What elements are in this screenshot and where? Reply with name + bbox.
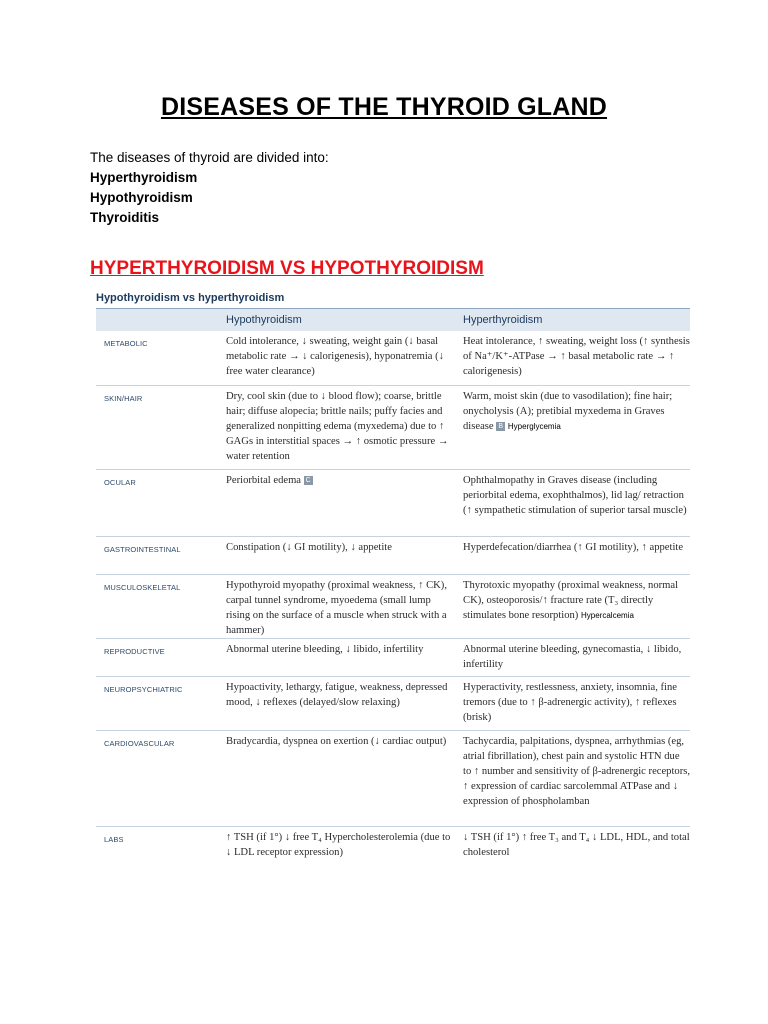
row-category: NEUROPSYCHIATRIC bbox=[104, 685, 183, 694]
intro-block bbox=[90, 148, 329, 228]
intro-lead: The diseases of thyroid are divided into: bbox=[90, 150, 329, 165]
table-row bbox=[96, 731, 690, 827]
header-hypothyroidism: Hypothyroidism bbox=[226, 314, 302, 326]
table-row bbox=[96, 575, 690, 639]
hyper-cell: Tachycardia, palpitations, dyspnea, arrhythmias (eg, atrial fibrillation), chest pain and systolic HTN due to ↑ number and sensitivity of β-adrenergic receptors, ↑ expression of cardiac sarcolemmal ATPase and ↓ expression of phospholamban bbox=[463, 736, 691, 807]
hyper-text: Thyrotoxic myopathy (proximal weakness, normal CK), osteoporosis/↑ fracture rate (T₃ directly stimulates bone resorption) bbox=[463, 580, 679, 621]
table-row bbox=[96, 386, 690, 470]
hyper-cell: Hyperactivity, restlessness, anxiety, insomnia, fine tremors (due to ↑ β-adrenergic activity), ↑ reflexes (brisk) bbox=[463, 682, 677, 723]
hyper-cell: Abnormal uterine bleeding, gynecomastia, ↓ libido, infertility bbox=[463, 644, 682, 670]
hyper-cell: Hyperdefecation/diarrhea (↑ GI motility), ↑ appetite bbox=[463, 542, 684, 553]
header-hyperthyroidism: Hyperthyroidism bbox=[463, 314, 543, 326]
hypo-cell: Dry, cool skin (due to ↓ blood flow); coarse, brittle hair; diffuse alopecia; brittle nails; puffy facies and generalized nonpitting edema (myxedema) due to ↑ GAGs in interstitial spaces → ↑ osmotic pressure → water retention bbox=[226, 391, 449, 462]
comparison-table bbox=[96, 309, 690, 897]
row-category: MUSCULOSKELETAL bbox=[104, 583, 181, 592]
hypercalcemia-note: Hypercalcemia bbox=[581, 611, 634, 620]
hypo-cell: Bradycardia, dyspnea on exertion (↓ cardiac output) bbox=[226, 736, 447, 747]
table-row bbox=[96, 470, 690, 537]
page-title: DISEASES OF THE THYROID GLAND bbox=[160, 93, 608, 121]
figure-c-badge: C bbox=[305, 477, 311, 485]
hyper-cell: Ophthalmopathy in Graves disease (including periorbital edema, exophthalmos), lid lag/ retraction (↑ sympathetic stimulation of superior tarsal muscle) bbox=[463, 475, 687, 516]
row-category: CARDIOVASCULAR bbox=[104, 739, 175, 748]
hypo-cell: Abnormal uterine bleeding, ↓ libido, infertility bbox=[226, 644, 424, 655]
row-category: OCULAR bbox=[104, 478, 136, 487]
hypo-cell: Hypothyroid myopathy (proximal weakness, ↑ CK), carpal tunnel syndrome, myoedema (small lump rising on the surface of a muscle when struck with a hammer) bbox=[226, 580, 447, 636]
hyper-cell: ↓ TSH (if 1°) ↑ free T₃ and T₄ ↓ LDL, HDL, and total cholesterol bbox=[463, 832, 690, 858]
hyper-text: Warm, moist skin (due to vasodilation); fine hair; onycholysis (A); pretibial myxedema in Graves disease bbox=[463, 391, 673, 432]
table-row bbox=[96, 827, 690, 897]
hypo-cell: Hypoactivity, lethargy, fatigue, weakness, depressed mood, ↓ reflexes (delayed/slow relaxing) bbox=[226, 682, 448, 708]
disease-item-hyperthyroidism: Hyperthyroidism bbox=[90, 170, 198, 185]
row-category: GASTROINTESTINAL bbox=[104, 545, 181, 554]
hyper-cell bbox=[457, 578, 690, 623]
hyper-cell bbox=[457, 389, 690, 434]
table-row bbox=[96, 639, 690, 677]
table-row bbox=[96, 537, 690, 575]
row-category: SKIN/HAIR bbox=[104, 394, 143, 403]
hypo-cell bbox=[224, 473, 457, 488]
disease-item-hypothyroidism: Hypothyroidism bbox=[90, 190, 193, 205]
hypo-cell: Cold intolerance, ↓ sweating, weight gain (↓ basal metabolic rate → ↓ calorigenesis), hyponatremia (↓ free water clearance) bbox=[226, 336, 444, 377]
disease-item-thyroiditis: Thyroiditis bbox=[90, 210, 160, 225]
table-row bbox=[96, 677, 690, 731]
figure-b-badge: B bbox=[496, 422, 505, 431]
table-title: Hypothyroidism vs hyperthyroidism bbox=[96, 292, 285, 304]
section-heading: HYPERTHYROIDISM VS HYPOTHYROIDISM bbox=[90, 258, 484, 279]
row-category: METABOLIC bbox=[104, 339, 148, 348]
row-category: LABS bbox=[104, 835, 124, 844]
hypo-cell: Constipation (↓ GI motility), ↓ appetite bbox=[226, 542, 392, 553]
table-row bbox=[96, 331, 690, 386]
hyperglycemia-note: Hyperglycemia bbox=[507, 422, 561, 431]
hypo-text: Periorbital edema bbox=[226, 475, 302, 486]
table-header-row bbox=[96, 309, 690, 331]
hyper-cell: Heat intolerance, ↑ sweating, weight loss (↑ synthesis of Na⁺/K⁺-ATPase → ↑ basal metabolic rate → ↑ calorigenesis) bbox=[463, 336, 690, 377]
row-category: REPRODUCTIVE bbox=[104, 647, 165, 656]
hypo-cell: ↑ TSH (if 1°) ↓ free T₄ Hypercholesterolemia (due to ↓ LDL receptor expression) bbox=[226, 832, 451, 858]
